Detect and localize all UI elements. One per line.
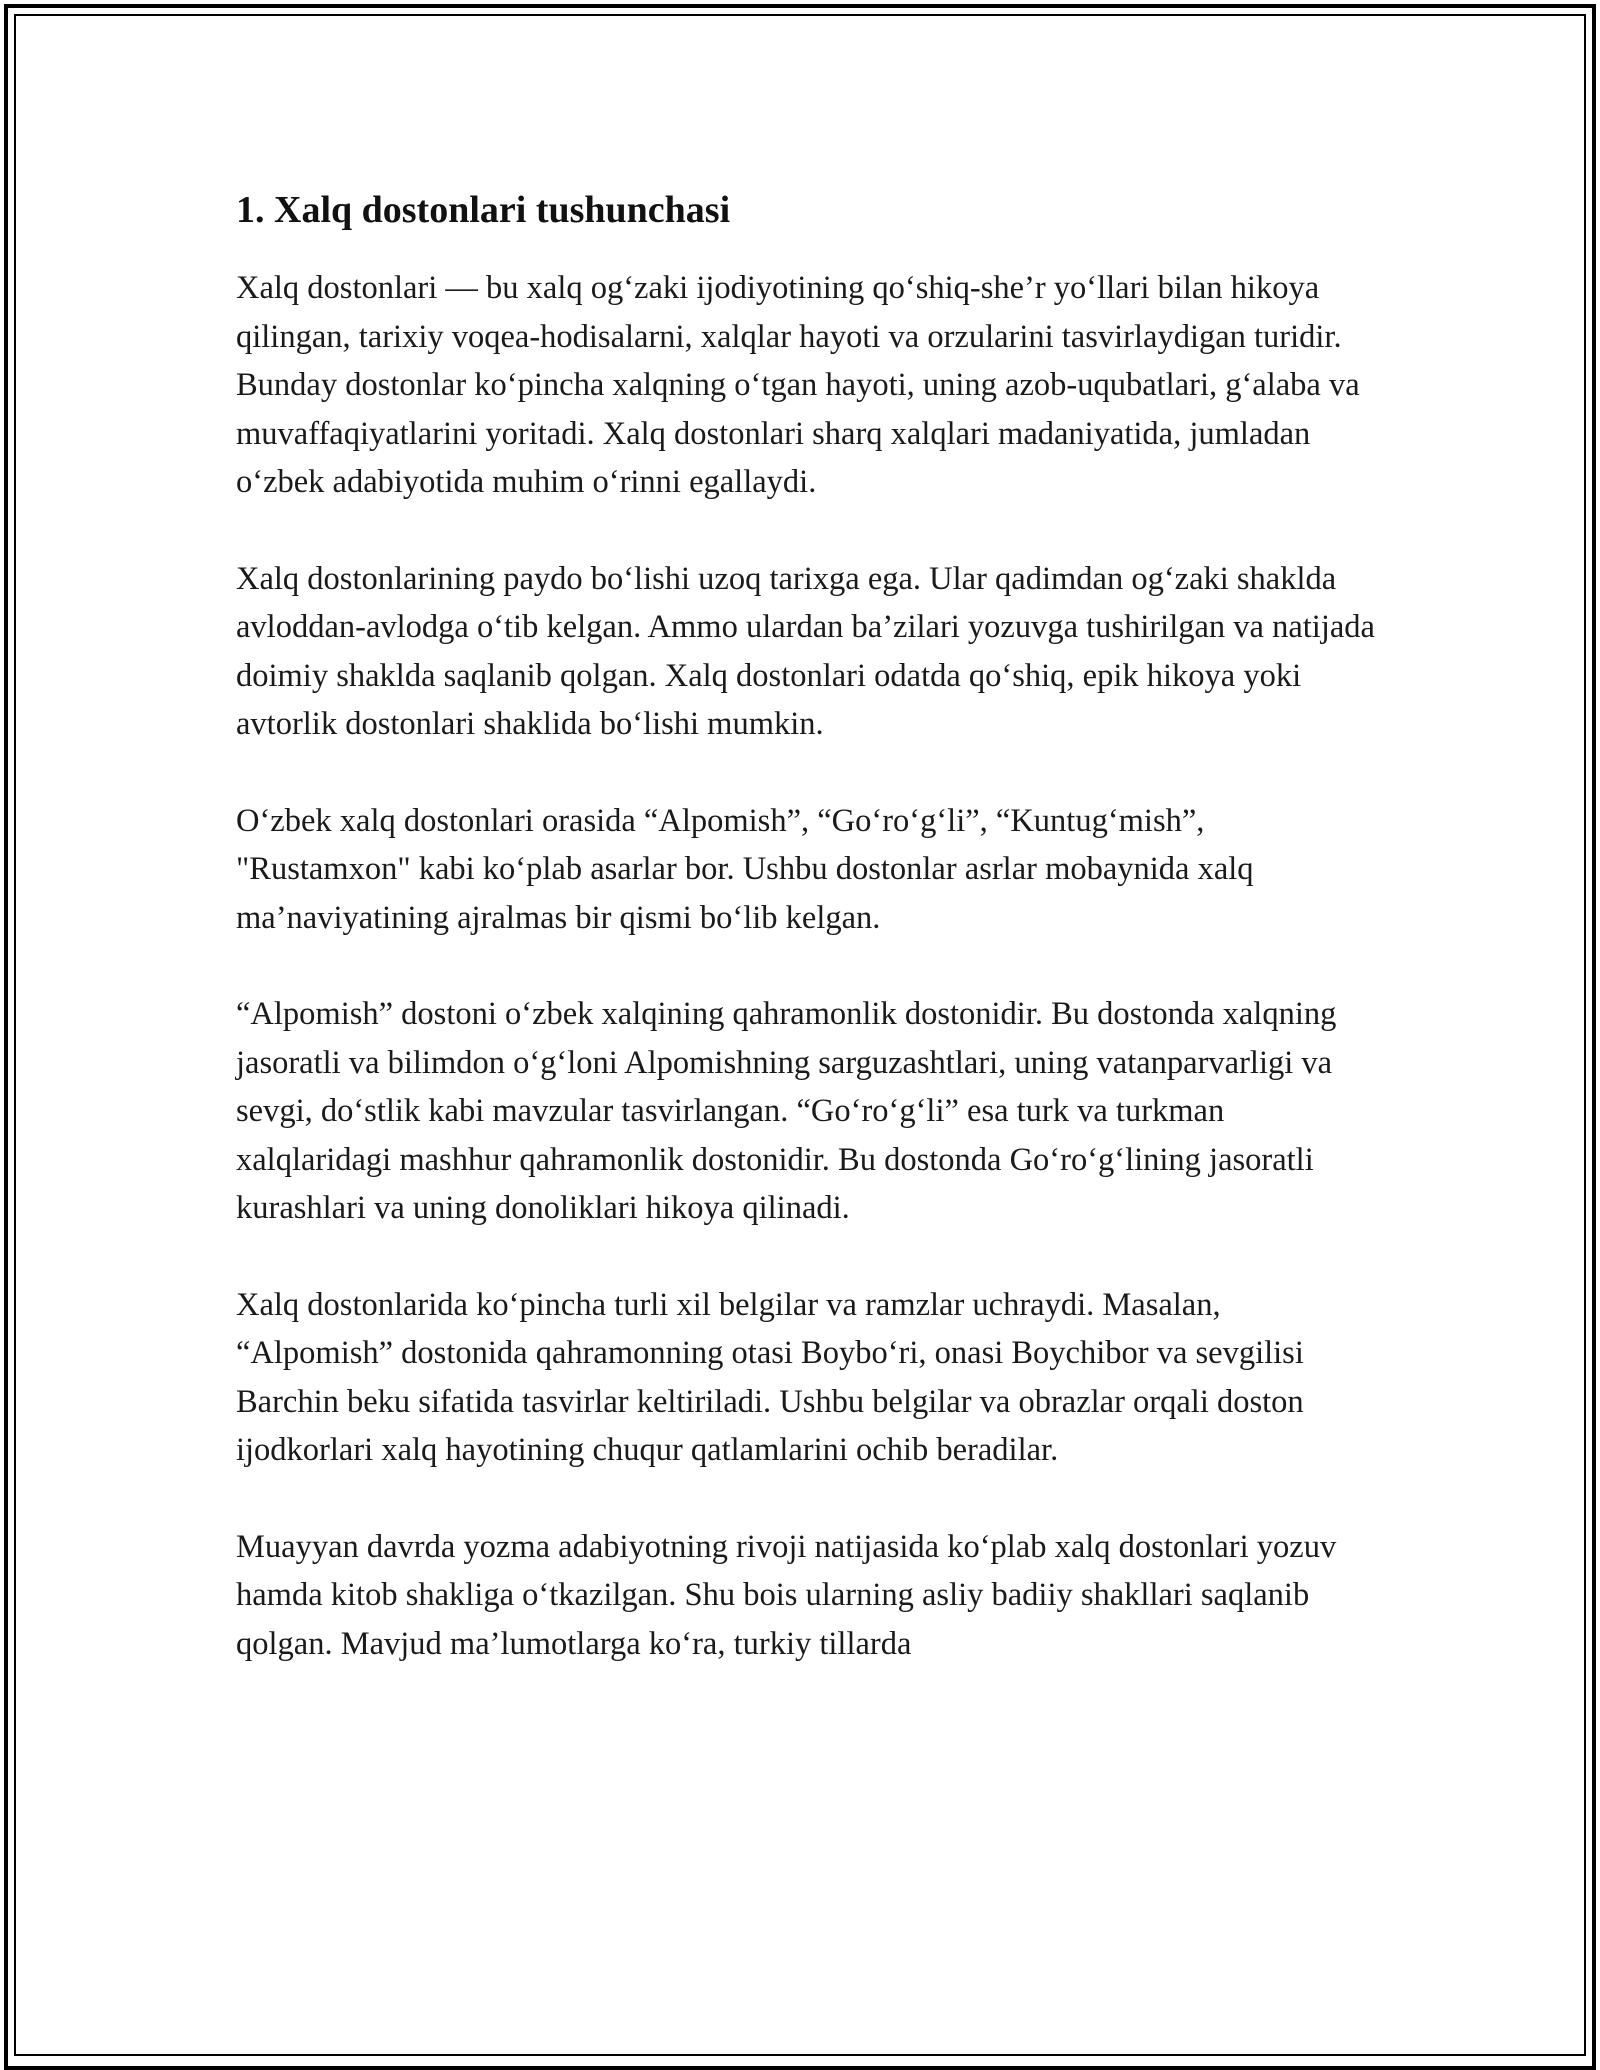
paragraph-1: Xalq dostonlari — bu xalq og‘zaki ijodiyotining qo‘shiq-she’r yo‘llari bilan hikoya qilingan, tarixiy voqea-hodisalarni, xalqlar hayoti va orzularini tasvirlaydigan turidir. Bunday dostonlar ko‘pincha xalqning o‘tgan hayoti, uning azob-uqubatlari, g‘alaba va muvaffaqiyatlarini yoritadi. Xalq dostonlari sharq xalqlari madaniyatida, jumladan o‘zbek adabiyotida muhim o‘rinni egallaydi. [236,270,1360,500]
section-heading: 1. Xalq dostonlari tushunchasi [236,189,731,231]
document-body [236,186,1376,1668]
paragraph-2: Xalq dostonlarining paydo bo‘lishi uzoq tarixga ega. Ular qadimdan og‘zaki shaklda avloddan-avlodga o‘tib kelgan. Ammo ulardan ba’zilari yozuvga tushirilgan va natijada doimiy shaklda saqlanib qolgan. Xalq dostonlari odatda qo‘shiq, epik hikoya yoki avtorlik dostonlari shaklida bo‘lishi mumkin. [236,560,1375,742]
paragraph-6: Muayyan davrda yozma adabiyotning rivoji natijasida ko‘plab xalq dostonlari yozuv hamda kitob shakliga o‘tkazilgan. Shu bois ularning asliy badiiy shakllari saqlanib qolgan. Mavjud ma’lumotlarga ko‘ra, turkiy tillarda [236,1528,1337,1662]
paragraph-5: Xalq dostonlarida ko‘pincha turli xil belgilar va ramzlar uchraydi. Masalan, “Alpomish” dostonida qahramonning otasi Boybo‘ri, onasi Boychibor va sevgilisi Barchin beku sifatida tasvirlar keltiriladi. Ushbu belgilar va obrazlar orqali doston ijodkorlari xalq hayotining chuqur qatlamlarini ochib beradilar. [236,1286,1304,1468]
paragraph-4: “Alpomish” dostoni o‘zbek xalqining qahramonlik dostonidir. Bu dostonda xalqning jasoratli va bilimdon o‘g‘loni Alpomishning sarguzashtlari, uning vatanparvarligi va sevgi, do‘stlik kabi mavzular tasvirlangan. “Go‘ro‘g‘li” esa turk va turkman xalqlaridagi mashhur qahramonlik dostonidir. Bu dostonda Go‘ro‘g‘lining jasoratli kurashlari va uning donoliklari hikoya qilinadi. [236,996,1337,1226]
paragraph-3: O‘zbek xalq dostonlari orasida “Alpomish”, “Go‘ro‘g‘li”, “Kuntug‘mish”, "Rustamxon" kabi ko‘plab asarlar bor. Ushbu dostonlar asrlar mobaynida xalq ma’naviyatining ajralmas bir qismi bo‘lib kelgan. [236,802,1254,936]
